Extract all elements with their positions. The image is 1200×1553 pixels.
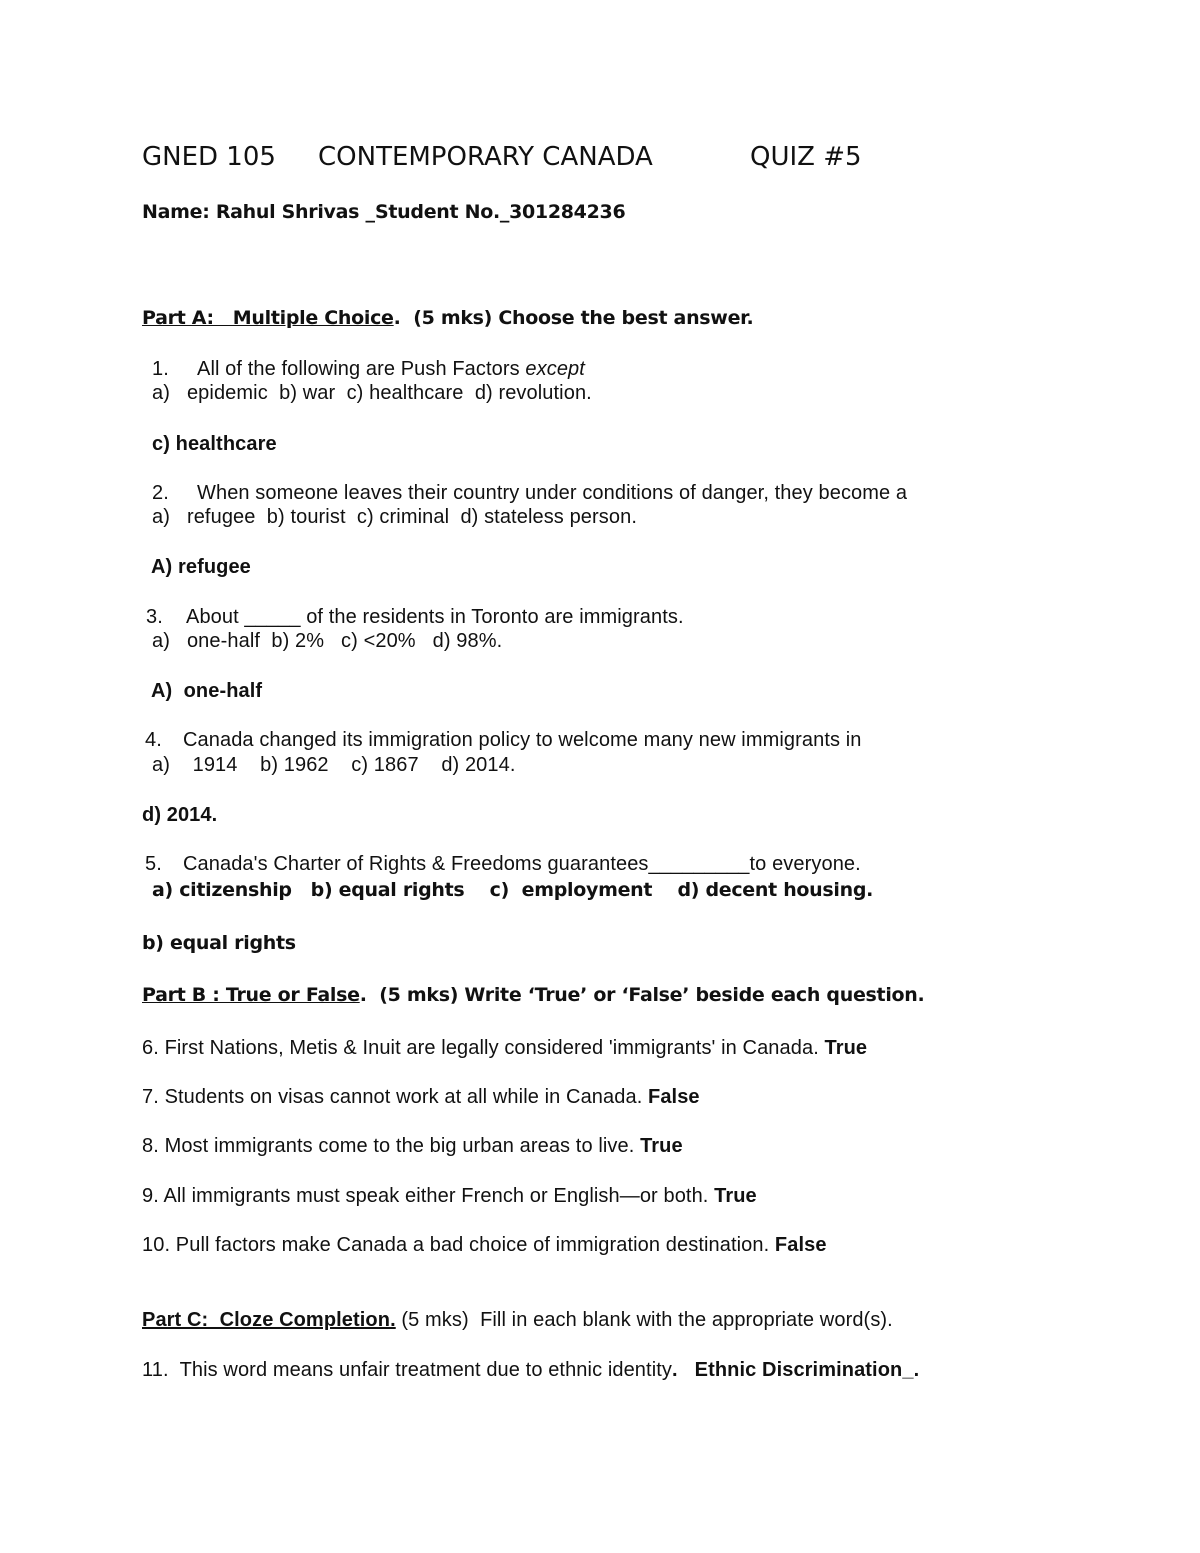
question-4 — [145, 730, 862, 750]
question-3 — [146, 607, 684, 627]
question-5-answer: b) equal rights — [142, 932, 296, 954]
part-c-heading — [142, 1310, 893, 1330]
question-11-answer: Ethnic Discrimination_. — [694, 1359, 920, 1381]
question-1-answer: c) healthcare — [152, 433, 277, 455]
question-4-text: Canada changed its immigration policy to welcome many new immigrants in — [183, 729, 862, 751]
question-7-answer: False — [648, 1086, 700, 1108]
question-9-text: All immigrants must speak either French or English—or both. — [163, 1185, 715, 1207]
part-b-heading — [142, 986, 924, 1005]
question-5-number: 5. — [145, 853, 162, 875]
question-10-text: Pull factors make Canada a bad choice of immigration destination. — [175, 1234, 775, 1256]
question-5-options: a) citizenship b) equal rights c) employment d) decent housing. — [152, 879, 874, 901]
question-4-number: 4. — [145, 729, 162, 751]
part-b-title: Part B : True or False — [142, 984, 360, 1006]
question-1-options: a) epidemic b) war c) healthcare d) revolution. — [152, 382, 592, 404]
question-6-number: 6. — [142, 1037, 159, 1059]
question-1 — [152, 359, 585, 379]
question-4-options: a) 1914 b) 1962 c) 1867 d) 2014. — [152, 754, 516, 776]
question-3-text: About _____ of the residents in Toronto are immigrants. — [186, 606, 684, 628]
question-1-emphasis: except — [525, 358, 585, 380]
question-9-answer: True — [714, 1185, 757, 1207]
part-c-instructions: (5 mks) Fill in each blank with the appropriate word(s). — [395, 1309, 893, 1331]
question-1-text: All of the following are Push Factors — [197, 358, 526, 380]
question-1-number: 1. — [152, 358, 169, 380]
question-11-period: . — [672, 1359, 678, 1381]
question-9-number: 9. — [142, 1185, 159, 1207]
question-6-answer: True — [824, 1037, 868, 1059]
question-6 — [142, 1038, 867, 1058]
course-title: CONTEMPORARY CANADA — [318, 142, 653, 172]
question-7-text: Students on visas cannot work at all while in Canada. — [164, 1086, 649, 1108]
question-6-text: First Nations, Metis & Inuit are legally considered 'immigrants' in Canada. — [164, 1037, 825, 1059]
question-2-number: 2. — [152, 482, 169, 504]
question-11-number: 11. — [142, 1359, 169, 1381]
question-7 — [142, 1087, 700, 1107]
question-8 — [142, 1136, 683, 1156]
student-number: Student No._301284236 — [375, 201, 626, 223]
question-2-text: When someone leaves their country under conditions of danger, they become a — [197, 482, 908, 504]
part-b-instructions: . (5 mks) Write ‘True’ or ‘False’ beside each question. — [359, 984, 925, 1006]
question-5-text: Canada's Charter of Rights & Freedoms guarantees_________to everyone. — [183, 853, 861, 875]
quiz-number: QUIZ #5 — [750, 142, 862, 172]
question-9 — [142, 1186, 757, 1206]
question-2-options: a) refugee b) tourist c) criminal d) stateless person. — [152, 506, 637, 528]
question-10-number: 10. — [142, 1234, 171, 1256]
question-3-number: 3. — [146, 606, 163, 628]
question-3-options: a) one-half b) 2% c) <20% d) 98%. — [152, 630, 503, 652]
question-7-number: 7. — [142, 1086, 159, 1108]
question-8-text: Most immigrants come to the big urban areas to live. — [164, 1135, 641, 1157]
part-a-instructions: . (5 mks) Choose the best answer. — [393, 307, 754, 329]
question-11 — [142, 1360, 919, 1380]
question-10 — [142, 1235, 827, 1255]
question-10-answer: False — [774, 1234, 827, 1256]
question-4-answer: d) 2014. — [142, 804, 218, 826]
question-3-answer: A) one-half — [151, 680, 263, 702]
question-8-number: 8. — [142, 1135, 159, 1157]
question-5 — [145, 854, 861, 874]
question-2 — [152, 483, 907, 503]
student-name: Name: Rahul Shrivas _ — [142, 201, 375, 223]
question-8-answer: True — [640, 1135, 683, 1157]
question-2-answer: A) refugee — [151, 556, 251, 578]
course-code: GNED 105 — [142, 142, 276, 172]
part-a-heading — [142, 309, 753, 328]
part-a-title: Part A: Multiple Choice — [142, 307, 394, 329]
part-c-title: Part C: Cloze Completion. — [142, 1309, 396, 1331]
question-11-text: This word means unfair treatment due to ethnic identity — [179, 1359, 672, 1381]
